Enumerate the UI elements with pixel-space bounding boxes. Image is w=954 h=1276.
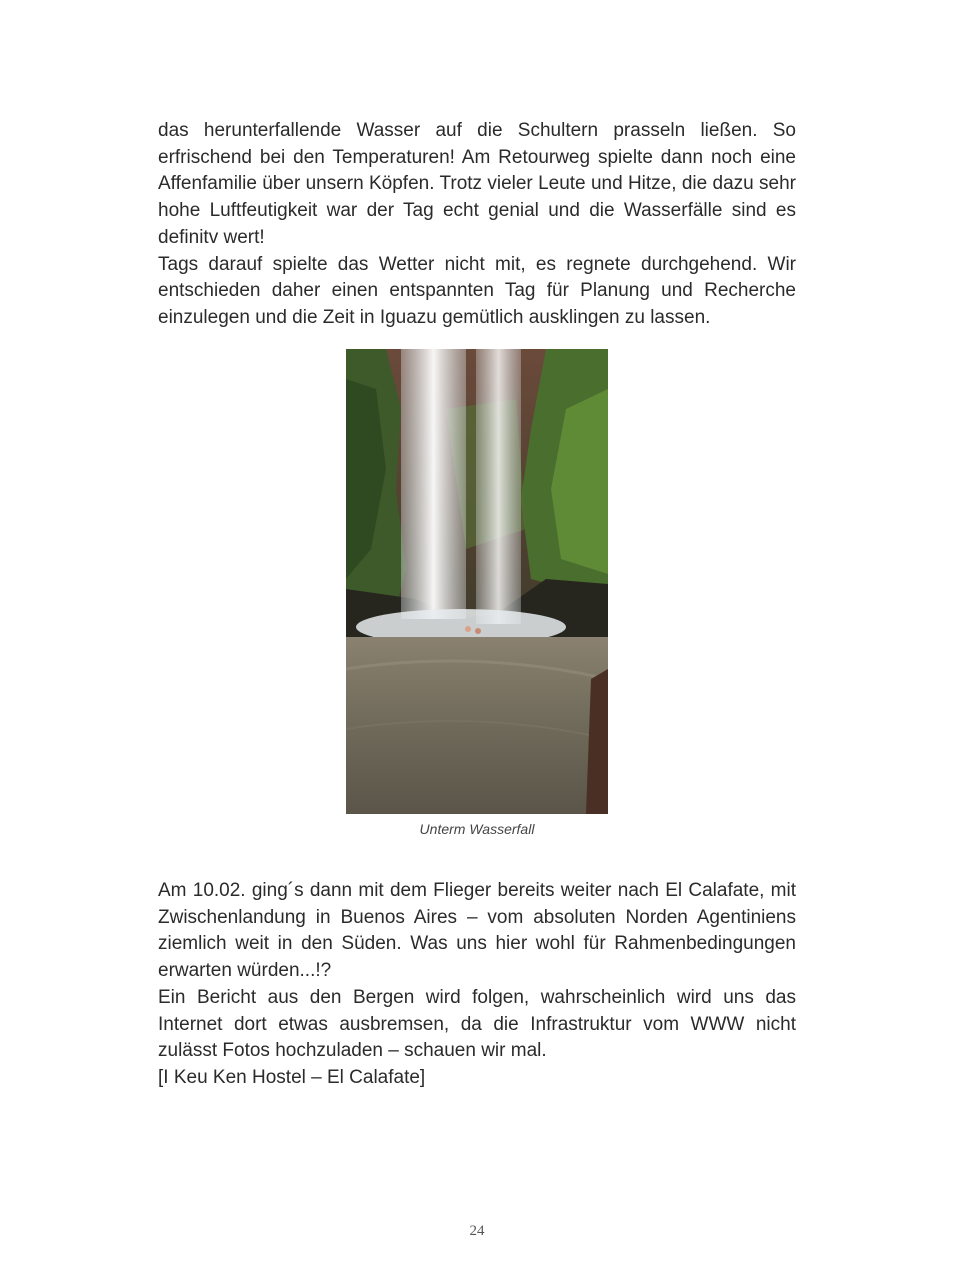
bottom-text-block	[158, 878, 796, 1092]
waterfall-photo	[346, 349, 608, 814]
paragraph-hostel-location: [I Keu Ken Hostel – El Calafate]	[158, 1066, 426, 1088]
paragraph-flight-el-calafate: Am 10.02. ging´s dann mit dem Flieger bereits weiter nach El Calafate, mit Zwischenlandung in Buenos Aires – vom absoluten Norden Agentiniens ziemlich weit in den Süden. Was uns hier wohl für Rahmenbedingungen erwarten würden...!?	[158, 880, 796, 982]
paragraph-mountain-report: Ein Bericht aus den Bergen wird folgen, wahrscheinlich wird uns das Internet dort etwas ausbremsen, da die Infrastruktur vom WWW nicht zulässt Fotos hochzuladen – schauen wir mal.	[158, 986, 796, 1062]
top-text-block	[158, 118, 796, 332]
figure-caption: Unterm Wasserfall	[419, 821, 535, 837]
paragraph-waterfall-visit: das herunterfallende Wasser auf die Schultern prasseln ließen. So erfrischend bei den Temperaturen! Am Retourweg spielte dann noch eine Affenfamilie über unsern Köpfen. Trotz vieler Leute und Hitze, die dazu sehr hohe Luftfeutigkeit war der Tag echt genial und die Wasserfälle sind es definitv wert!	[158, 120, 796, 248]
paragraph-rainy-day: Tags darauf spielte das Wetter nicht mit, es regnete durchgehend. Wir entschieden daher einen entspannten Tag für Planung und Recherche einzulegen und die Zeit in Iguazu gemütlich ausklingen zu lassen.	[158, 253, 796, 328]
page-number: 24	[469, 1223, 485, 1239]
